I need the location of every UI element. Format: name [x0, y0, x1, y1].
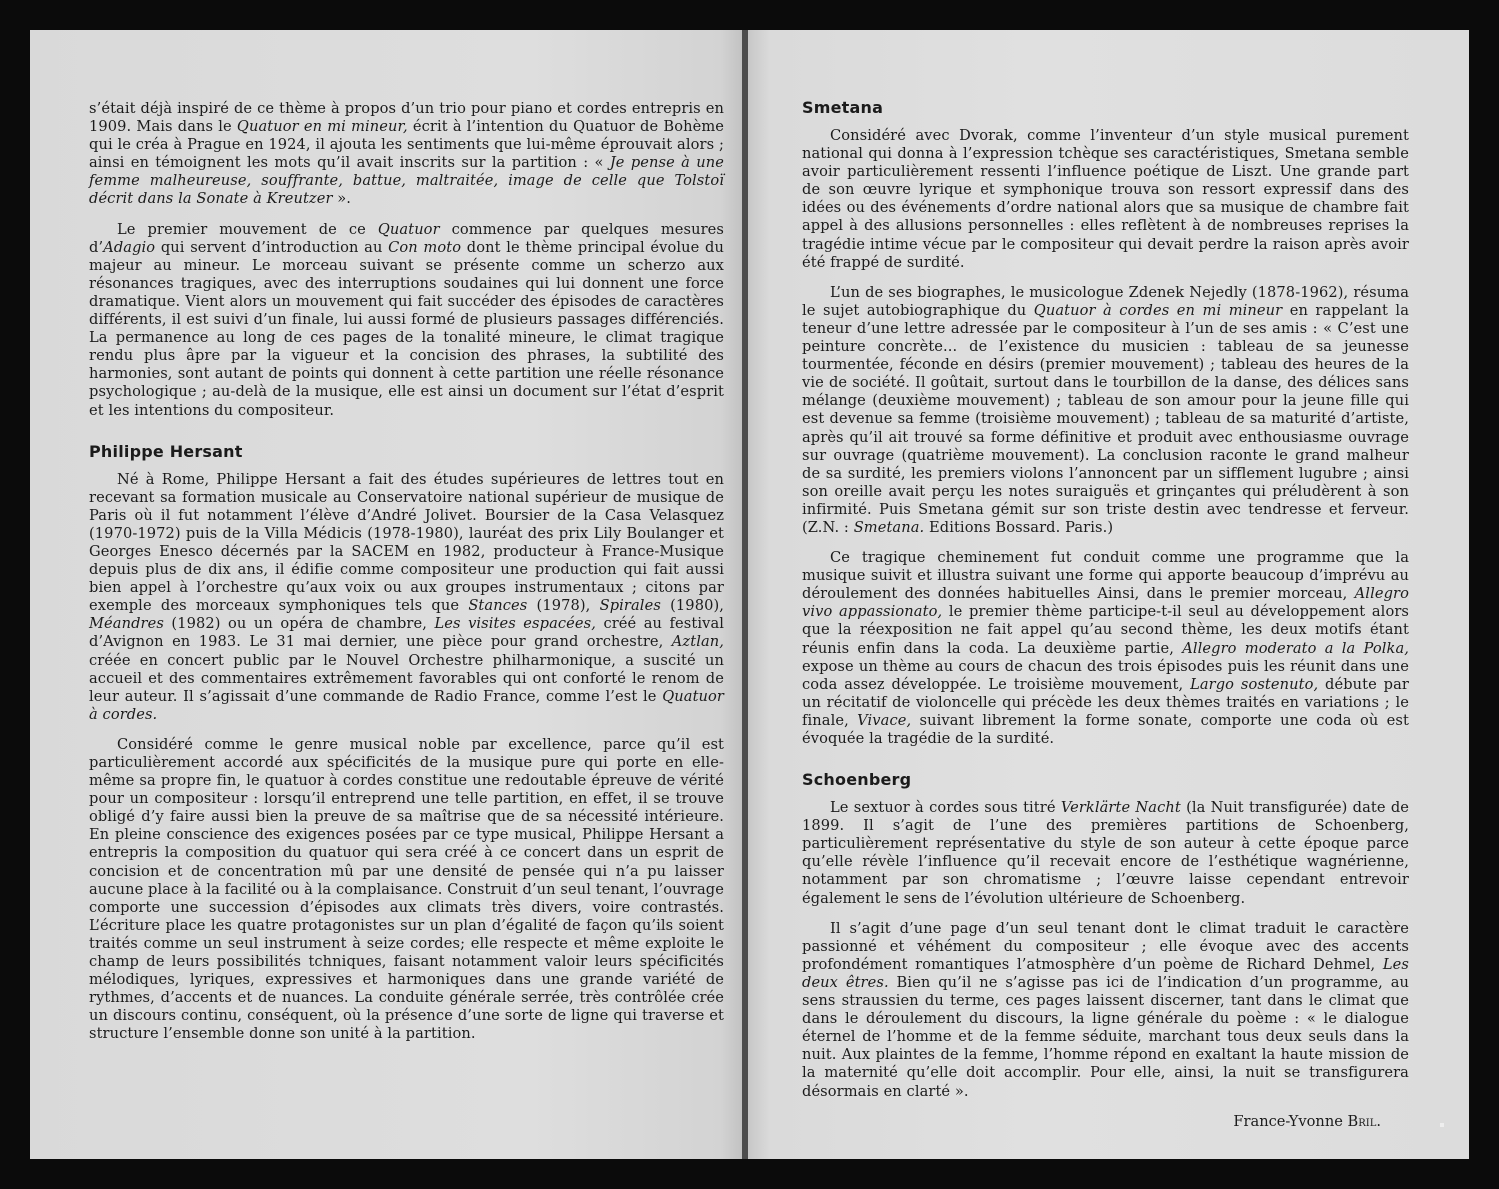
signature-first-name: France-Yvonne [1233, 1112, 1343, 1130]
signature-surname: Bril. [1347, 1112, 1381, 1130]
italic-title: Les visites espacées, [434, 615, 596, 633]
author-signature [802, 1113, 1409, 1130]
smetana-biography-paragraph: L’un de ses biographes, le musicologue Zdenek Nejedly (1878-1962), résuma le sujet autobiographique du Quatuor à cordes en mi mineur en rappelant la teneur d’une lettre adressée par le compositeur à l’un de ses amis : « C’est une peinture concrète... de l’existence du musicien : tableau de sa jeunesse tourmentée, féconde en désirs (premier mouvement) ; tableau des heures de la vie de société. Il goûtait, surtout dans le tourbillon de la danse, des délices sans mélange (deuxième mouvement) ; tableau de son amour pour la jeune fille qui est devenue sa femme (troisième mouvement) ; tableau de sa maturité d’artiste, après qu’il ait trouvé sa forme définitive et produit avec enthousiasme ouvrage sur ouvrage (quatrième mouvement). La conclusion raconte le grand malheur de sa surdité, les premiers violons l’annoncent par un sifflement lugubre ; ainsi son oreille avait perçu les notes suraiguës et grinçantes qui préludèrent à son infirmité. Puis Smetana gémit sur son triste destin avec tendresse et ferveur. (Z.N. : Smetana. Editions Bossard. Paris.) [802, 283, 1409, 536]
corner-mark [1440, 1123, 1444, 1127]
italic-title: Largo sostenuto, [1190, 675, 1319, 693]
heading-schoenberg: Schoenberg [802, 770, 912, 790]
booklet-spread [30, 30, 1469, 1159]
italic-title: Quatuor à cordes en mi mineur [1033, 301, 1283, 319]
italic-title: Allegro vivo appassionato, [802, 585, 1409, 621]
hersant-quatuor-paragraph: Considéré comme le genre musical noble par excellence, parce qu’il est particulièrement accordé aux spécificités de la musique pure qui porte en elle-même sa propre fin, le quatuor à cordes constitue une redoutable épreuve de vérité pour un compositeur : lorsqu’il entreprend une telle partition, en effet, il se trouve obligé d’y faire aussi bien la preuve de sa maîtrise que de sa nécessité intérieure. En pleine conscience des exigences posées par ce type musical, Philippe Hersant a entrepris la composition du quatuor qui sera créé à ce concert dans un esprit de concision et de concentration mû par une densité de pensée qui n’a pu laisser aucune place à la facilité ou à la complaisance. Construit d’un seul tenant, l’ouvrage comporte une succession d’épisodes aux climats très divers, voire contrastés. L’écriture place les quatre protagonistes sur un plan d’égalité de façon qu’ils soient traités comme un seul instrument à seize cordes; elle respecte et même exploite le champ de leurs possibilités tchniques, faisant notamment valoir leurs spécificités mélodiques, lyriques, expressives et harmoniques dans une grande variété de rythmes, d’accents et de nuances. La conduite générale serrée, très contrôlée crée un discours continu, conséquent, où la présence d’une sorte de ligne qui traverse et structure l’ensemble donne son unité à la partition. [89, 735, 724, 1043]
heading-philippe-hersant: Philippe Hersant [89, 441, 243, 461]
smetana-intro-paragraph: Considéré avec Dvorak, comme l’inventeur d’un style musical purement national qui donna à l’expression tchèque ses caractéristiques, Smetana semble avoir particulièrement ressenti l’influence poétique de Liszt. Une grande part de son œuvre lyrique et symphonique trouva son ressort expressif dans des idées ou des événements d’ordre national alors que sa musique de chambre fait appel à des allusions personnelles : elles reflètent à de nombreuses reprises la tragédie intime vécue par le compositeur qui devait perdre la raison après avoir été frappé de surdité. [802, 127, 1409, 271]
italic-title: Méandres [89, 615, 164, 633]
italic-title: Spirales [599, 597, 661, 615]
italic-title: Smetana. [853, 518, 925, 536]
italic-title: Vivace, [857, 711, 912, 729]
italic-title: Quatuor à cordes. [89, 687, 724, 723]
italic-title: Allegro moderato a la Polka, [1182, 639, 1409, 657]
right-page [748, 30, 1469, 1159]
italic-title: Les deux êtres. [802, 955, 1409, 991]
italic-title: Adagio [103, 238, 156, 256]
schoenberg-poem-paragraph: Il s’agit d’une page d’un seul tenant dont le climat traduit le caractère passionné et véhément du compositeur ; elle évoque avec des accents profondément romantiques l’atmosphère d’un poème de Richard Dehmel, Les deux êtres. Bien qu’il ne s’agisse pas ici de l’indication d’un programme, au sens straussien du terme, ces pages laissent discerner, tant dans le climat que dans le déroulement du discours, la ligne générale du poème : « le dialogue éternel de l’homme et de la femme séduite, marchant tous deux seuls dans la nuit. Aux plaintes de la femme, l’homme répond en exaltant la haute mission de la maternité qu’elle doit accomplir. Pour elle, ainsi, la nuit se transfigurera désormais en clarté ». [802, 919, 1409, 1100]
italic-title: Quatuor [377, 220, 440, 238]
italic-title: Aztlan, [671, 633, 724, 651]
intro-paragraph: s’était déjà inspiré de ce thème à propos d’un trio pour piano et cordes entrepris en 1909. Mais dans le Quatuor en mi mineur, écrit à l’intention du Quatuor de Bohème qui le créa à Prague en 1924, il ajouta les sentiments que lui-même éprouvait alors ; ainsi en témoignent les mots qu’il avait inscrits sur la partition : « Je pense à une femme malheureuse, souffrante, battue, maltraitée, image de celle que Tolstoï décrit dans la Sonate à Kreutzer ». [89, 100, 724, 208]
heading-smetana: Smetana [802, 98, 884, 117]
italic-title: Verklärte Nacht [1060, 799, 1181, 817]
italic-title: Con moto [388, 238, 462, 256]
hersant-bio-paragraph: Né à Rome, Philippe Hersant a fait des études supérieures de lettres tout en recevant sa formation musicale au Conservatoire national supérieur de musique de Paris où il fut notamment l’élève d’André Jolivet. Boursier de la Casa Velasquez (1970-1972) puis de la Villa Médicis (1978-1980), lauréat des prix Lily Boulanger et Georges Enesco décernés par la SACEM en 1982, producteur à France-Musique depuis plus de dix ans, il édifie comme compositeur une production qui fait aussi bien appel à l’orchestre qu’aux voix ou aux groupes instrumentaux ; citons par exemple des morceaux symphoniques tels que Stances (1978), Spirales (1980), Méandres (1982) ou un opéra de chambre, Les visites espacées, créé au festival d’Avignon en 1983. Le 31 mai dernier, une pièce pour grand orchestre, Aztlan, créée en concert public par le Nouvel Orchestre philharmonique, a suscité un accueil et des commentaires extrêmement favorables qui ont conforté le renom de leur auteur. Il s’agissait d’une commande de Radio France, comme l’est le Quatuor à cordes. [89, 470, 725, 723]
quatuor-description-paragraph: Le premier mouvement de ce Quatuor commence par quelques mesures d’Adagio qui servent d’introduction au Con moto dont le thème principal évolue du majeur au mineur. Le morceau suivant se présente comme un scherzo aux résonances tragiques, avec des interruptions soudaines qui lui donnent une force dramatique. Vient alors un mouvement qui fait succéder des épisodes de caractères différents, il est suivi d’un finale, lui aussi formé de plusieurs passages différenciés. La permanence au long de ces pages de la tonalité mineure, le climat tragique rendu plus âpre par la vigueur et la concision des phrases, la subtilité des harmonies, sont autant de points qui donnent à cette partition une réelle résonance psychologique ; au-delà de la musique, elle est ainsi un document sur l’état d’esprit et les intentions du compositeur. [89, 220, 724, 419]
italic-title: Quatuor en mi mineur, [236, 118, 408, 136]
smetana-movements-paragraph: Ce tragique cheminement fut conduit comme une programme que la musique suivit et illustra suivant une forme qui apporte beaucoup d’imprévu au déroulement des données habituelles Ainsi, dans le premier morceau, Allegro vivo appassionato, le premier thème participe-t-il seul au développement alors que la réexposition ne fait appel qu’au second thème, les deux motifs étant réunis enfin dans la coda. La deuxième partie, Allegro moderato a la Polka, expose un thème au cours de chacun des trois épisodes puis les réunit dans une coda assez développée. Le troisième mouvement, Largo sostenuto, débute par un récitatif de violoncelle qui précède les deux thèmes traités en variations ; le finale, Vivace, suivant librement la forme sonate, comporte une coda où est évoquée la tragédie de la surdité. [802, 549, 1409, 747]
italic-title: Stances [468, 597, 528, 615]
left-page [30, 30, 742, 1159]
italic-title: Je pense à une femme malheureuse, souffrante, battue, maltraitée, image de celle que Tolstoï décrit dans la Sonate à Kreutzer [89, 154, 724, 208]
schoenberg-intro-paragraph: Le sextuor à cordes sous titré Verklärte Nacht (la Nuit transfigurée) date de 1899. Il s’agit de l’une des premières partitions de Schoenberg, particulièrement représentative du style de son auteur à cette époque parce qu’elle révèle l’influence qu’il recevait encore de l’esthétique wagnérienne, notamment par son chromatisme ; l’œuvre laisse cependant entrevoir également le sens de l’évolution ultérieure de Schoenberg. [802, 799, 1410, 907]
